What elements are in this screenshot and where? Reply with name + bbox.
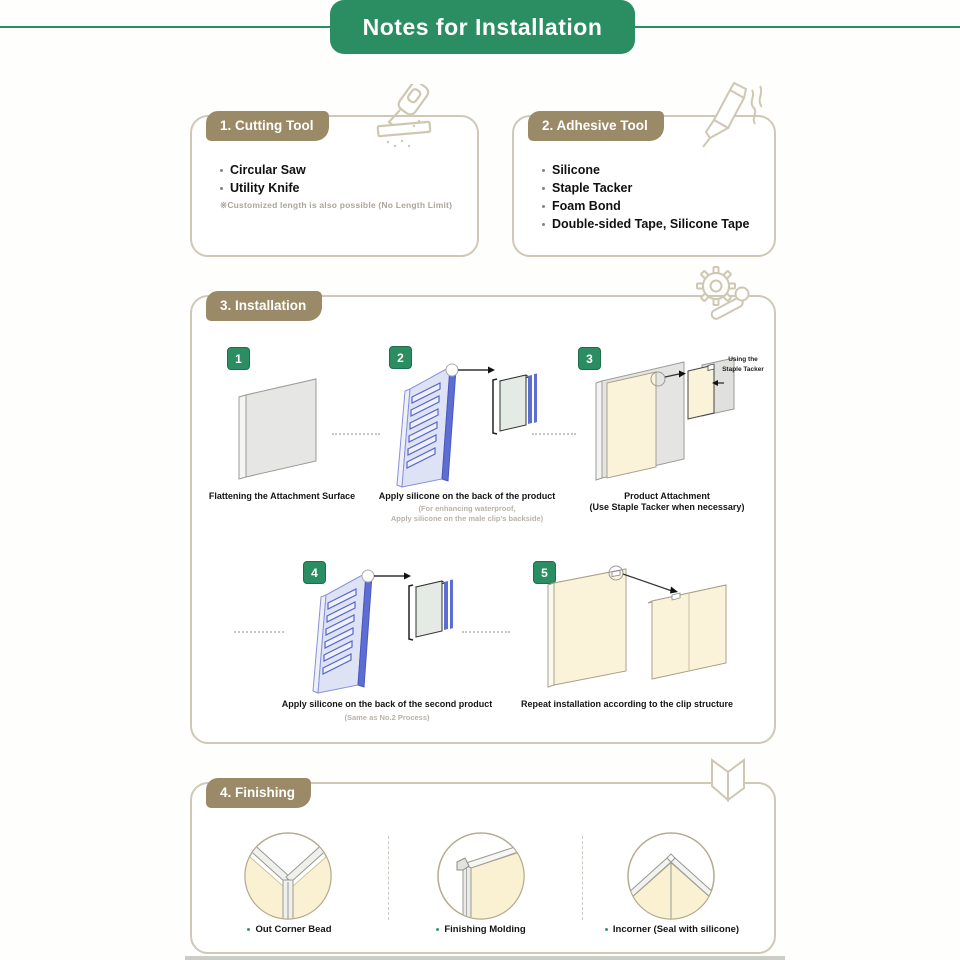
step-3-badge: 3 bbox=[578, 347, 601, 370]
silicone-tube-icon bbox=[696, 82, 762, 152]
step-2-subcaption: Apply silicone on the male clip's backside) bbox=[390, 514, 544, 523]
step-4-subcaption: (Same as No.2 Process) bbox=[344, 713, 430, 722]
step-4-badge: 4 bbox=[303, 561, 326, 584]
finishing-item bbox=[577, 924, 767, 935]
list-item-label: Double-sided Tape, Silicone Tape bbox=[552, 217, 750, 231]
bottom-edge-strip bbox=[185, 956, 785, 960]
list-item bbox=[542, 197, 750, 215]
list-item bbox=[542, 161, 750, 179]
step-2-caption: Apply silicone on the back of the product bbox=[378, 491, 556, 501]
corner-bead-icon bbox=[700, 754, 756, 810]
finishing-item-label: Finishing Molding bbox=[444, 924, 526, 935]
bullet-dot bbox=[220, 187, 223, 190]
step-2-illustration bbox=[388, 353, 543, 493]
step-1-caption: Flattening the Attachment Surface bbox=[208, 491, 356, 501]
annotation-line: Staple Tacker bbox=[722, 366, 764, 374]
gear-wrench-icon bbox=[688, 262, 758, 322]
section-installation bbox=[190, 295, 776, 744]
finishing-item-label: Incorner (Seal with silicone) bbox=[612, 924, 740, 935]
step-3-caption: Product Attachment bbox=[624, 491, 710, 501]
step-4-illustration bbox=[304, 559, 459, 699]
step-5-badge: 5 bbox=[533, 561, 556, 584]
section-label-adhesive: 2. Adhesive Tool bbox=[528, 111, 664, 141]
step-4-caption: Apply silicone on the back of the second product bbox=[281, 699, 493, 709]
dotted-separator bbox=[332, 433, 380, 435]
step-2-badge: 2 bbox=[389, 346, 412, 369]
step-1-illustration bbox=[230, 371, 325, 486]
finishing-molding-diagram bbox=[435, 830, 527, 922]
adhesive-tool-list bbox=[542, 161, 750, 233]
section-label-finishing: 4. Finishing bbox=[206, 778, 311, 808]
dotted-separator bbox=[462, 631, 510, 633]
step-5-caption: Repeat installation according to the clip structure bbox=[520, 699, 734, 709]
step-3-caption-2: (Use Staple Tacker when necessary) bbox=[589, 502, 745, 512]
cutting-note: ※Customized length is also possible (No Length Limit) bbox=[220, 200, 453, 210]
step-3-annotation bbox=[716, 355, 770, 376]
list-item bbox=[542, 215, 750, 233]
annotation-line: Using the bbox=[728, 356, 758, 363]
list-item-label: Silicone bbox=[552, 163, 600, 177]
out-corner-bead-diagram bbox=[242, 830, 334, 922]
page-title: Notes for Installation bbox=[330, 0, 635, 54]
dotted-separator bbox=[532, 433, 576, 435]
bullet-dot bbox=[436, 928, 439, 931]
section-label-installation: 3. Installation bbox=[206, 291, 322, 321]
step-1-badge: 1 bbox=[227, 347, 250, 370]
cutting-tool-list bbox=[220, 161, 452, 211]
bullet-dot bbox=[605, 928, 608, 931]
dotted-separator bbox=[234, 631, 284, 633]
list-item-label: Staple Tacker bbox=[552, 181, 633, 195]
vertical-divider bbox=[388, 836, 389, 920]
utility-knife-icon bbox=[362, 84, 440, 152]
section-finishing bbox=[190, 782, 776, 954]
section-label-cutting: 1. Cutting Tool bbox=[206, 111, 329, 141]
finishing-item bbox=[406, 924, 556, 935]
bullet-dot bbox=[542, 187, 545, 190]
bullet-dot bbox=[542, 169, 545, 172]
bullet-dot bbox=[247, 928, 250, 931]
step-5-illustration bbox=[534, 559, 746, 697]
list-item bbox=[542, 179, 750, 197]
list-item-label: Circular Saw bbox=[230, 163, 306, 177]
list-item-label: Foam Bond bbox=[552, 199, 621, 213]
bullet-dot bbox=[542, 223, 545, 226]
step-2-subcaption: (For enhancing waterproof, bbox=[418, 504, 516, 513]
bullet-dot bbox=[220, 169, 223, 172]
list-item bbox=[220, 161, 452, 179]
bullet-dot bbox=[542, 205, 545, 208]
incorner-diagram bbox=[625, 830, 717, 922]
vertical-divider bbox=[582, 836, 583, 920]
finishing-item-label: Out Corner Bead bbox=[255, 924, 332, 935]
list-item bbox=[220, 179, 452, 197]
list-item-label: Utility Knife bbox=[230, 181, 300, 195]
finishing-item bbox=[212, 924, 367, 935]
